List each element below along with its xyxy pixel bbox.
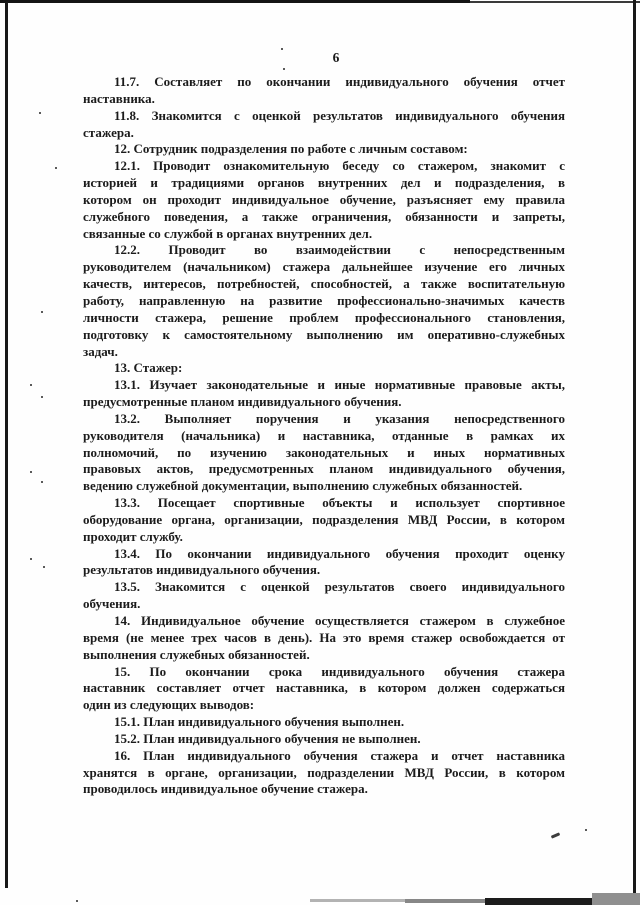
paragraph xyxy=(83,360,565,377)
pen-mark xyxy=(551,832,560,838)
text-line: руководителя (начальника) и наставника, отданные в рамках их xyxy=(83,427,565,443)
text-line: 11.7. Составляет по окончании индивидуального обучения отчет xyxy=(114,74,565,89)
paragraph xyxy=(83,613,565,664)
scan-speck xyxy=(39,112,41,114)
scan-speck xyxy=(41,396,43,398)
scan-edge-top-right xyxy=(470,1,640,3)
paragraph xyxy=(83,242,565,360)
text-line: 13. Стажер: xyxy=(114,360,183,376)
text-line: проводилось индивидуальное обучение стажера. xyxy=(83,781,368,797)
text-line: работу, направленную на развитие профессионально-значимых качеств xyxy=(83,292,565,308)
text-line: 15.2. План индивидуального обучения не выполнен. xyxy=(114,730,421,746)
paragraph xyxy=(83,664,565,715)
paragraph xyxy=(83,141,565,158)
scan-edge-left xyxy=(5,2,8,888)
scan-edge-top xyxy=(0,0,470,3)
scan-speck xyxy=(41,311,43,313)
text-line: наставника. xyxy=(83,90,155,106)
text-line: 12.1. Проводит ознакомительную беседу со стажером, знакомит с xyxy=(114,158,565,174)
text-line: проходит службу. xyxy=(83,528,183,544)
text-line: историей и традициями органов внутренних дел и подразделения, в xyxy=(83,175,565,191)
scan-speck xyxy=(585,829,587,831)
text-line: предусмотренные планом индивидуального обучения. xyxy=(83,394,402,410)
text-line: задач. xyxy=(83,343,118,359)
scan-speck xyxy=(281,48,283,50)
paragraph xyxy=(83,714,565,731)
scan-speck xyxy=(43,566,45,568)
text-line: один из следующих выводов: xyxy=(83,697,255,713)
paragraph xyxy=(83,108,565,142)
scan-speck xyxy=(30,384,32,386)
paragraph xyxy=(83,579,565,613)
scan-speck xyxy=(30,471,32,473)
text-line: 13.3. Посещает спортивные объекты и использует спортивное xyxy=(114,495,565,511)
paragraph xyxy=(83,731,565,748)
paragraph xyxy=(83,546,565,580)
scan-edge-bottom xyxy=(405,899,486,903)
text-line: наставник составляет отчет наставника, в котором должен содержаться xyxy=(83,680,565,696)
text-line: 14. Индивидуальное обучение осуществляется стажером в служебное xyxy=(114,613,565,628)
scan-speck xyxy=(41,481,43,483)
paragraph xyxy=(83,748,565,799)
text-line: 15. По окончании срока индивидуального обучения стажера xyxy=(114,663,565,679)
text-line: выполнения служебных обязанностей. xyxy=(83,646,310,662)
text-line: результатов индивидуального обучения. xyxy=(83,562,321,578)
paragraph xyxy=(83,495,565,546)
text-line: связанные со службой в органах внутренних дел. xyxy=(83,225,373,241)
scan-edge-right xyxy=(633,0,636,899)
text-line: 13.4. По окончании индивидуального обучения проходит оценку xyxy=(114,545,565,561)
text-line: 15.1. План индивидуального обучения выполнен. xyxy=(114,714,405,730)
text-line: подготовку к самостоятельному выполнению им оперативно-служебных xyxy=(83,326,565,342)
paragraph xyxy=(83,74,565,108)
text-line: ведению служебной документации, выполнению служебных обязанностей. xyxy=(83,478,523,494)
scan-speck xyxy=(55,167,57,169)
text-line: хранятся в органе, организации, подразделении МВД России, в котором xyxy=(83,764,565,780)
text-line: качеств, интересов, потребностей, способностей, а также воспитательную xyxy=(83,276,565,292)
text-line: служебного поведения, а также ограничения, обязанности и запреты, xyxy=(83,208,565,224)
text-line: 16. План индивидуального обучения стажера и отчет наставника xyxy=(114,747,565,763)
text-line: 13.2. Выполняет поручения и указания непосредственного xyxy=(114,410,565,426)
text-line: 11.8. Знакомится с оценкой результатов индивидуального обучения xyxy=(114,107,565,123)
text-line: правовых актов, предусмотренных планом индивидуального обучения, xyxy=(83,461,565,477)
text-line: полномочий, по изучению законодательных и иных нормативных xyxy=(83,444,565,460)
scan-edge-bottom xyxy=(485,898,593,905)
scan-edge-bottom-corner xyxy=(592,893,640,905)
text-line: время (не менее трех часов в день). На это время стажер освобождается от xyxy=(83,629,565,645)
text-line: котором он проходит индивидуальное обучение, разъясняет ему правила xyxy=(83,191,565,207)
paragraph xyxy=(83,158,565,242)
text-line: 13.5. Знакомится с оценкой результатов своего индивидуального xyxy=(114,579,565,595)
paragraph xyxy=(83,377,565,411)
scan-speck xyxy=(283,68,285,70)
text-line: оборудование органа, организации, подразделения МВД России, в котором xyxy=(83,511,565,527)
page-number: 6 xyxy=(332,50,340,65)
text-line: руководителем (начальником) стажера дальнейшее изучение его личных xyxy=(83,259,565,275)
scan-edge-bottom xyxy=(310,899,406,902)
scan-speck xyxy=(30,558,32,560)
text-line: 12.2. Проводит во взаимодействии с непосредственным xyxy=(114,242,565,258)
document-text-block xyxy=(83,74,565,798)
text-line: личности стажера, решение проблем профессионального становления, xyxy=(83,309,565,325)
text-line: стажера. xyxy=(83,124,134,140)
text-line: 13.1. Изучает законодательные и иные нормативные правовые акты, xyxy=(114,377,565,393)
scan-speck xyxy=(76,900,78,902)
text-line: обучения. xyxy=(83,596,141,612)
text-line: 12. Сотрудник подразделения по работе с личным составом: xyxy=(114,141,468,157)
paragraph xyxy=(83,411,565,495)
